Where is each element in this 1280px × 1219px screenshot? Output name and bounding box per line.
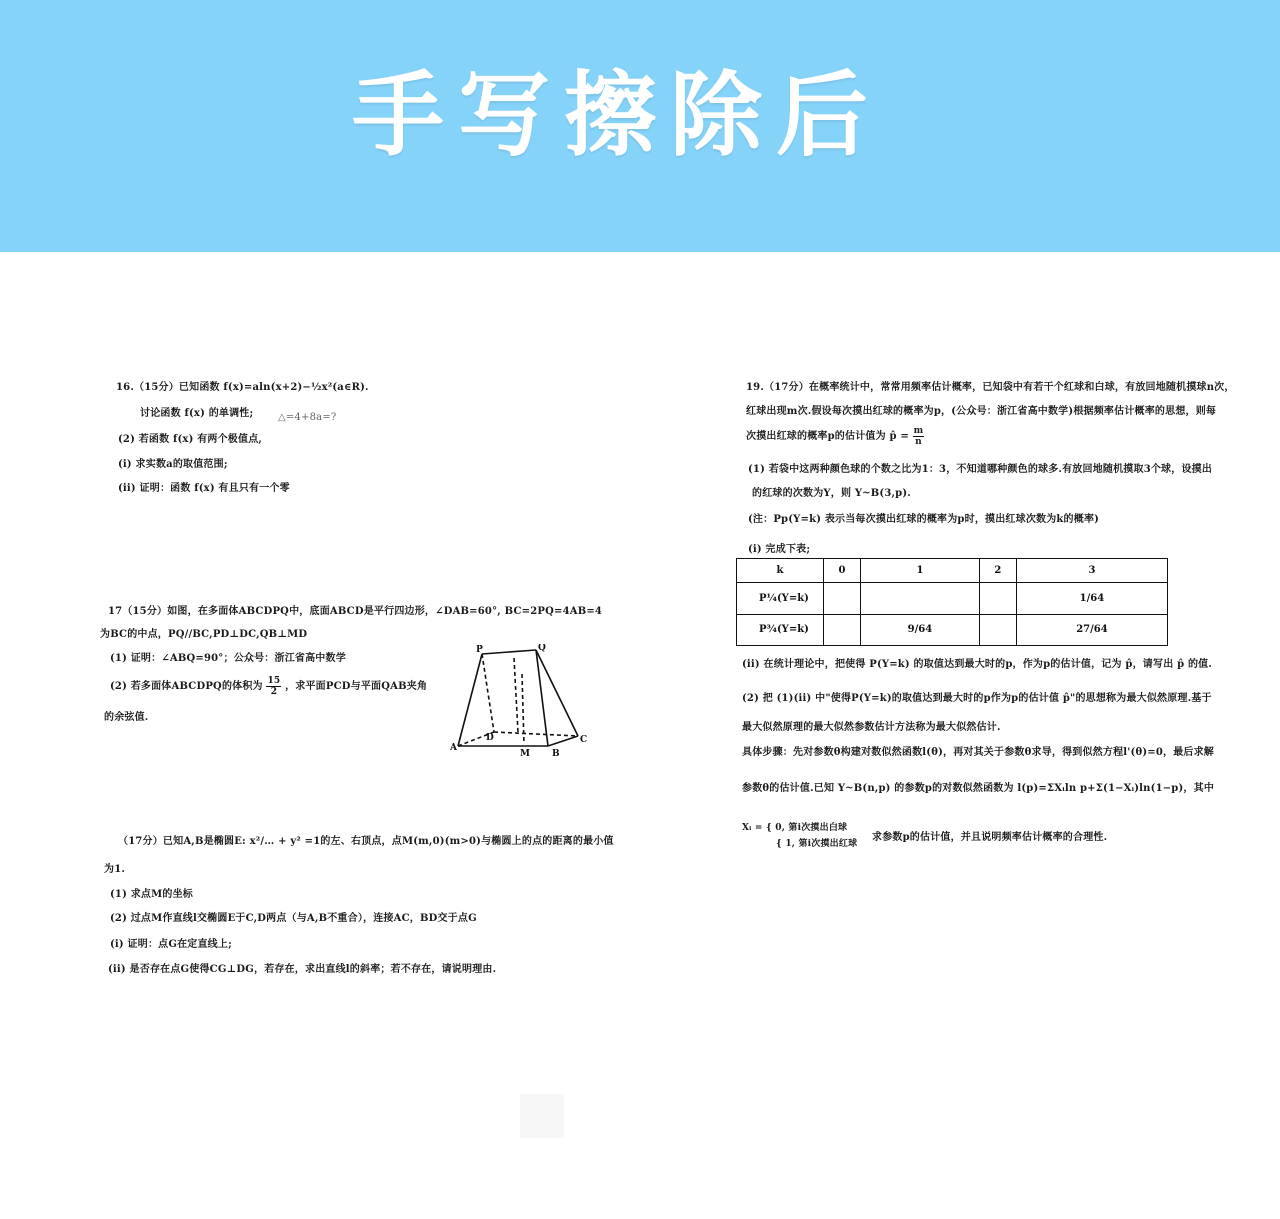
q17-line-2: 为BC的中点，PQ//BC,PD⊥DC,QB⊥MD xyxy=(100,629,308,640)
table-header-row xyxy=(737,559,1168,583)
table-header-cell: 2 xyxy=(979,559,1016,583)
table-cell xyxy=(861,583,980,614)
table-row-label: P¾(Y=k) xyxy=(737,614,824,645)
table-cell xyxy=(824,583,861,614)
figure-label-b: B xyxy=(552,749,560,759)
q17-line-4-tail: ，求平面PCD与平面QAB夹角 xyxy=(285,681,428,692)
q19-line-8: (ii) 在统计理论中，把使得 P(Y=k) 的取值达到最大时的p，作为p的估计值，记为 p̂，请写出 p̂ 的值. xyxy=(742,659,1213,670)
figure-label-q: Q xyxy=(538,644,546,653)
table-cell xyxy=(824,614,861,645)
table-cell: 27/64 xyxy=(1016,614,1167,645)
figure-label-a: A xyxy=(450,743,457,753)
scanned-exam-page xyxy=(0,252,1280,1219)
q17-line-1: 17（15分）如图，在多面体ABCDPQ中，底面ABCD是平行四边形，∠DAB=60°, BC=2PQ=4AB=4 xyxy=(108,606,603,617)
figure-label-c: C xyxy=(580,735,588,745)
q19-line-3 xyxy=(746,426,924,447)
banner-title: 手写擦除后 xyxy=(352,62,883,169)
table-cell xyxy=(979,583,1016,614)
q18-line-6: (ii) 是否存在点G使得CG⊥DG，若存在，求出直线l的斜率；若不存在，请说明理由. xyxy=(108,964,497,975)
q19-line-11: 具体步骤：先对参数θ构建对数似然函数l(θ)，再对其关于参数θ求导，得到似然方程l'(θ)=0，最后求解 xyxy=(742,747,1215,758)
q19-line-13: 求参数p的估计值，并且说明频率估计概率的合理性. xyxy=(872,832,1108,843)
q19-piecewise-bottom: { 1, 第i次摸出红球 xyxy=(776,839,858,849)
table-cell: 9/64 xyxy=(861,614,980,645)
q16-line-2: 讨论函数 f(x) 的单调性; xyxy=(140,408,254,419)
q16-line-1: 16.（15分）已知函数 f(x)=aln(x+2)−½x²(a∈R). xyxy=(116,382,369,393)
table-row xyxy=(737,614,1168,645)
scan-smudge xyxy=(520,1094,564,1138)
q16-line-3: (2) 若函数 f(x) 有两个极值点, xyxy=(118,434,263,445)
table-header-cell: k xyxy=(737,559,824,583)
probability-table xyxy=(736,558,1168,646)
table-header-cell: 1 xyxy=(861,559,980,583)
q19-estimate-fraction: $\frac{m}{n}$ xyxy=(913,426,924,447)
banner xyxy=(0,0,1280,252)
q18-line-3: (1) 求点M的坐标 xyxy=(110,889,193,900)
table-header-cell: 0 xyxy=(824,559,861,583)
table-cell: 1/64 xyxy=(1016,583,1167,614)
table-row xyxy=(737,583,1168,614)
q17-volume-fraction: $\frac{15}{2}$ xyxy=(267,676,281,697)
q18-line-2: 为1. xyxy=(104,864,126,875)
q19-line-1: 19.（17分）在概率统计中，常常用频率估计概率，已知袋中有若干个红球和白球，有放回地随机摸球n次， xyxy=(746,382,1235,393)
q16-residue: △=4+8a=? xyxy=(278,412,337,423)
q19-line-5: 的红球的次数为Y，则 Y~B(3,p). xyxy=(752,488,911,499)
polyhedron-figure xyxy=(448,644,588,764)
q17-line-4-text: (2) 若多面体ABCDPQ的体积为 xyxy=(110,681,263,692)
q18-line-1: （17分）已知A,B是椭圆E: x²/… + y² =1的左、右顶点，点M(m,0)(m>0)与椭圆上的点的距离的最小值 xyxy=(118,836,614,847)
table-row-label: P¼(Y=k) xyxy=(737,583,824,614)
q19-line-7: (i) 完成下表; xyxy=(748,544,811,555)
figure-label-m: M xyxy=(520,749,530,759)
q19-line-4: (1) 若袋中这两种颜色球的个数之比为1：3，不知道哪种颜色的球多.有放回地随机摸取3个球，设摸出 xyxy=(748,464,1213,475)
q17-line-4 xyxy=(110,676,427,697)
table-header-cell: 3 xyxy=(1016,559,1167,583)
q19-line-6: (注：Pp(Y=k) 表示当每次摸出红球的概率为p时，摸出红球次数为k的概率) xyxy=(748,514,1100,525)
q19-line-9: (2) 把 (1)(ii) 中"使得P(Y=k)的取值达到最大时的p作为p的估计值 p̂"的思想称为最大似然原理.基于 xyxy=(742,693,1212,704)
q19-piecewise-top: Xᵢ = { 0, 第i次摸出白球 xyxy=(742,823,848,833)
q19-line-12: 参数θ的估计值.已知 Y~B(n,p) 的参数p的对数似然函数为 l(p)=ΣXᵢln p+Σ(1−Xᵢ)ln(1−p)，其中 xyxy=(742,783,1215,794)
q16-line-5: (ii) 证明：函数 f(x) 有且只有一个零 xyxy=(118,483,290,494)
table-cell xyxy=(979,614,1016,645)
figure-label-p: P xyxy=(476,645,483,655)
q18-line-4: (2) 过点M作直线l交椭圆E于C,D两点（与A,B不重合），连接AC，BD交于点G xyxy=(110,913,477,924)
q17-line-5: 的余弦值. xyxy=(104,712,149,723)
q19-line-10: 最大似然原理的最大似然参数估计方法称为最大似然估计. xyxy=(742,722,1001,733)
q19-line-3-text: 次摸出红球的概率p的估计值为 p̂ = xyxy=(746,431,909,442)
q16-line-4: (i) 求实数a的取值范围; xyxy=(118,459,228,470)
figure-label-d: D xyxy=(486,733,494,743)
q18-line-5: (i) 证明：点G在定直线上; xyxy=(110,939,232,950)
q17-line-3: (1) 证明：∠ABQ=90°；公众号：浙江省高中数学 xyxy=(110,653,346,664)
q19-line-2: 红球出现m次.假设每次摸出红球的概率为p，(公众号：浙江省高中数学)根据频率估计概率的思想，则每 xyxy=(746,406,1217,417)
